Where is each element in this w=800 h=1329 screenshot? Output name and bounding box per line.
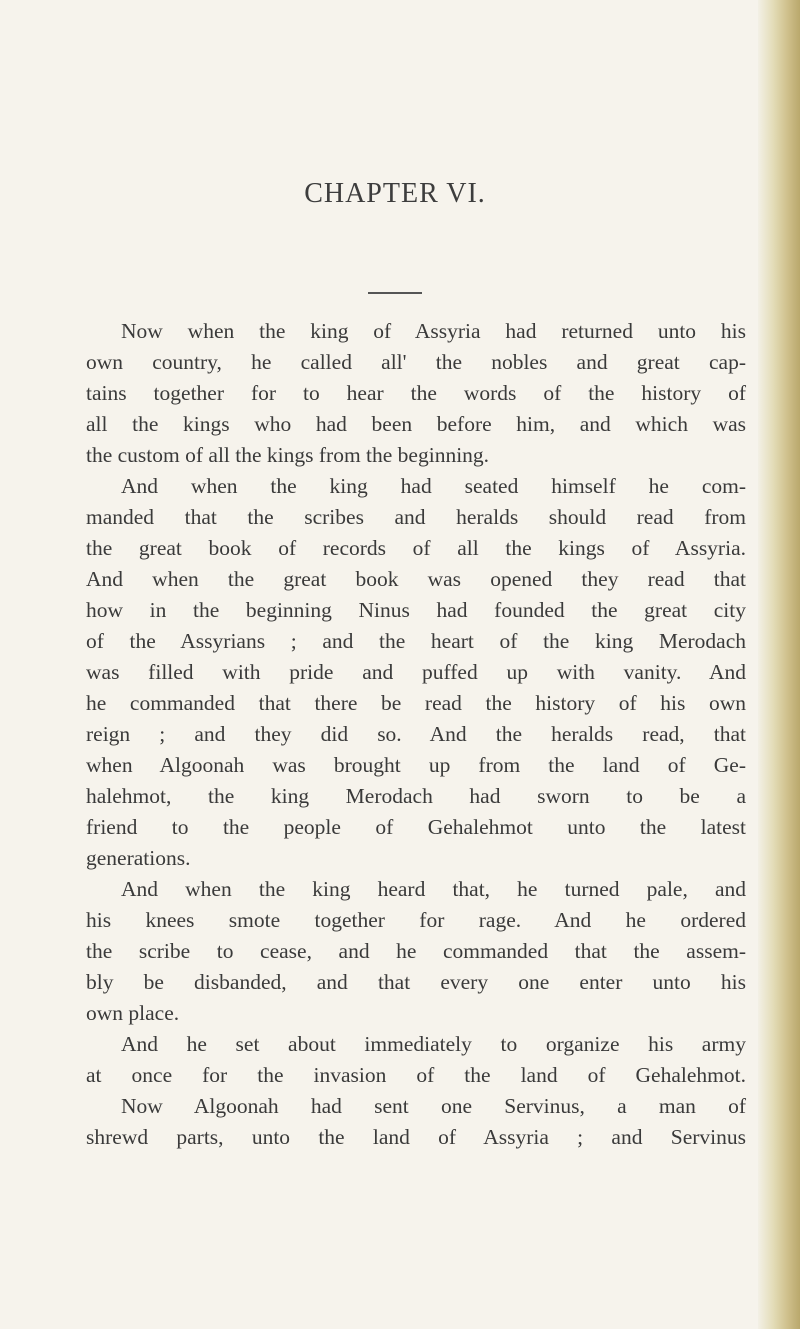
text-line: when Algoonah was brought up from the land of Ge- bbox=[86, 753, 746, 777]
text-line: was filled with pride and puffed up with vanity. And bbox=[86, 660, 746, 684]
text-line: of the Assyrians ; and the heart of the king Merodach bbox=[86, 629, 746, 653]
text-line: his knees smote together for rage. And he ordered bbox=[86, 908, 746, 932]
text-line: And when the great book was opened they read that bbox=[86, 567, 746, 591]
text-line: halehmot, the king Merodach had sworn to be a bbox=[86, 784, 746, 808]
body-text bbox=[86, 316, 746, 1153]
text-line: the great book of records of all the kings of Assyria. bbox=[86, 536, 746, 560]
page-edge-shadow bbox=[758, 0, 800, 1329]
text-line: all the kings who had been before him, and which was bbox=[86, 412, 746, 436]
text-line: friend to the people of Gehalehmot unto the latest bbox=[86, 815, 746, 839]
text-line: tains together for to hear the words of the history of bbox=[86, 381, 746, 405]
text-line: own place. bbox=[86, 1001, 180, 1025]
text-line: Now when the king of Assyria had returned unto his bbox=[121, 319, 746, 343]
text-line: the scribe to cease, and he commanded that the assem- bbox=[86, 939, 746, 963]
text-line: at once for the invasion of the land of Gehalehmot. bbox=[86, 1063, 746, 1087]
text-line: Now Algoonah had sent one Servinus, a man of bbox=[121, 1094, 746, 1118]
text-line: reign ; and they did so. And the heralds read, that bbox=[86, 722, 746, 746]
text-line: how in the beginning Ninus had founded the great city bbox=[86, 598, 746, 622]
heading-rule bbox=[368, 292, 422, 294]
text-line: And when the king had seated himself he com- bbox=[121, 474, 746, 498]
text-line: And when the king heard that, he turned pale, and bbox=[121, 877, 746, 901]
chapter-heading: CHAPTER VI. bbox=[304, 178, 486, 209]
text-line: generations. bbox=[86, 846, 191, 870]
text-line: he commanded that there be read the history of his own bbox=[86, 691, 746, 715]
text-line: shrewd parts, unto the land of Assyria ; and Servinus bbox=[86, 1125, 746, 1149]
text-line: And he set about immediately to organize his army bbox=[121, 1032, 746, 1056]
text-line: own country, he called all' the nobles and great cap- bbox=[86, 350, 746, 374]
text-line: bly be disbanded, and that every one enter unto his bbox=[86, 970, 746, 994]
text-line: the custom of all the kings from the beginning. bbox=[86, 443, 490, 467]
text-line: manded that the scribes and heralds should read from bbox=[86, 505, 746, 529]
